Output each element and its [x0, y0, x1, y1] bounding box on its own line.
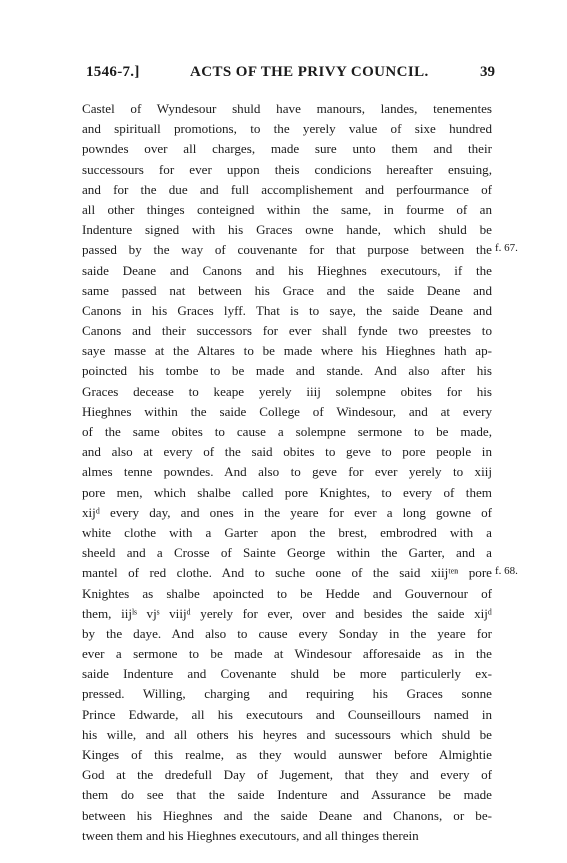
text-line: same passed nat between his Grace and the saide Deane and [82, 282, 492, 298]
text-line: Graces decease to keape yerely iiij solempne obites for his [82, 383, 492, 399]
running-header [86, 64, 495, 88]
text-line: saide Indenture and Covenante shuld be more particulerly ex- [82, 666, 492, 682]
text-line: Prince Edwarde, all his executours and Counseillours named in [82, 706, 492, 722]
text-line: saide Deane and Canons and his Hieghnes executours, if the [82, 262, 492, 278]
text-line: his wille, and all others his heyres and sucessours which shuld be [82, 726, 492, 742]
body-text [82, 99, 492, 846]
text-line: Kinges of this realme, as they would aunswer before Almightie [82, 747, 492, 762]
text-line: ever a sermone to be made at Windesour afforesaide as in the [82, 646, 492, 662]
text-line: and spirituall promotions, to the yerely value of sixe hundred [82, 121, 492, 137]
text-line: of the same obites to cause a solempne sermone to be made, [82, 424, 492, 439]
header-title: ACTS OF THE PRIVY COUNCIL. [190, 64, 429, 80]
text-line: them, iijˡˢ vjˢ viijᵈ yerely for ever, over and besides the saide xijᵈ [82, 605, 492, 621]
text-line: almes tenne powndes. And also to geve for ever yerely to xiij [82, 464, 492, 480]
text-line: white clothe with a Garter apon the brest, embrodred with a [82, 524, 492, 540]
text-line: and also at every of the said obites to geve to pore people in [82, 444, 492, 460]
text-line: by the daye. And also to cause every Sonday in the yeare for [82, 625, 492, 641]
text-line: Canons in his Graces lyff. That is to saye, the saide Deane and [82, 302, 492, 318]
text-line: and for the due and full accomplishement and perfourmance of [82, 181, 492, 197]
text-line: Castel of Wyndesour shuld have manours, landes, tenementes [82, 101, 492, 116]
text-line: pressed. Willing, charging and requiring his Graces sonne [82, 686, 492, 702]
text-line: pore men, which shalbe called pore Knightes, to every of them [82, 484, 492, 500]
text-line: saye masse at the Altares to be made where his Hieghnes hath ap- [82, 343, 492, 359]
text-line: them do see that the saide Indenture and Assurance be made [82, 787, 492, 803]
text-line: successours for ever uppon theis condicions hereafter ensuing, [82, 161, 492, 177]
folio-mark-68: f. 68. [495, 565, 518, 577]
text-line: tween them and his Hieghnes executours, and all thinges therein [82, 827, 419, 843]
text-line: passed by the way of couvenante for that purpose between the [82, 242, 492, 258]
text-line: poincted his tombe to be made and stande. And also after his [82, 363, 492, 379]
text-line: Hieghnes within the saide College of Windesour, and at every [82, 403, 492, 419]
text-line: God at the dredefull Day of Jugement, that they and every of [82, 767, 492, 783]
text-line: xijᵈ every day, and ones in the yeare for ever a long gowne of [82, 504, 492, 520]
text-line: mantel of red clothe. And to suche oone of the said xiijᵗᵉⁿ pore [82, 565, 492, 581]
text-line: sheeld and a Crosse of Sainte George within the Garter, and a [82, 545, 492, 561]
folio-mark-67: f. 67. [495, 242, 518, 254]
text-line: Indenture signed with his Graces owne hande, which shuld be [82, 222, 492, 238]
page-number: 39 [480, 64, 495, 80]
text-line: between his Hieghnes and the saide Deane and Chanons, or be- [82, 807, 492, 823]
text-line: powndes over all charges, made sure unto them and their [82, 141, 492, 157]
text-line: Canons and their successors for ever shall fynde two preestes to [82, 323, 492, 339]
text-line: all other thinges conteigned within the same, in fourme of an [82, 201, 492, 217]
text-line: Knightes as shalbe apoincted to be Hedde and Gouvernour of [82, 585, 492, 601]
header-year: 1546-7.] [86, 64, 140, 80]
